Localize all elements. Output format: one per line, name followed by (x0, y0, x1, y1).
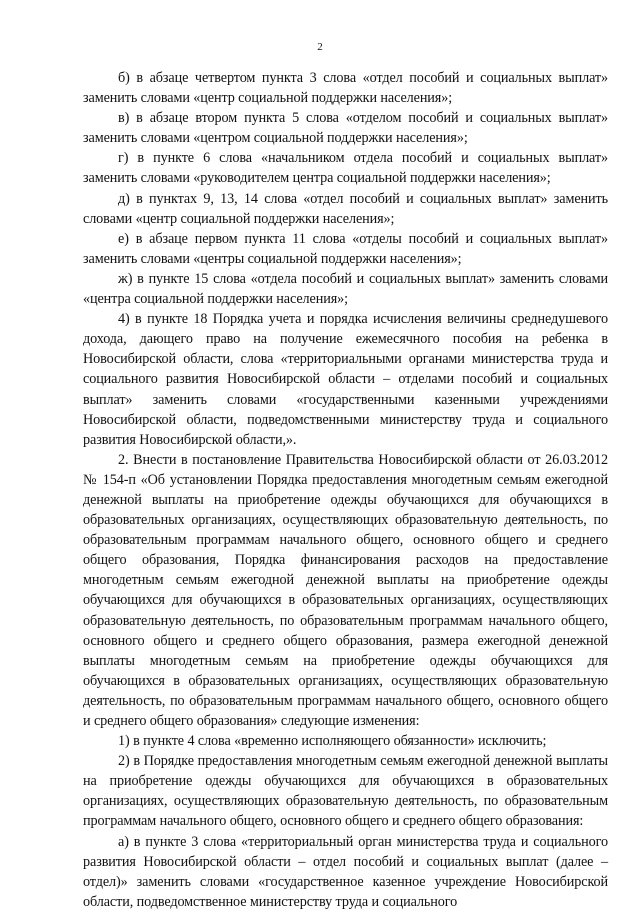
paragraph-amendment-b: б) в абзаце четвертом пункта 3 слова «отдел пособий и социальных выплат» заменить словами «центр социальной поддержки населения»; (83, 70, 608, 107)
paragraph-amendment-zh: ж) в пункте 15 слова «отдела пособий и социальных выплат» заменить словами «центра социальной поддержки населения»; (83, 270, 608, 308)
paragraph-subitem-2: 2) в Порядке предоставления многодетным семьям ежегодной денежной выплаты на приобретение одежды обучающихся для обучающихся в образовательных организациях, осуществляющих образовательную деятельность, по образовательным программам начального общего, основного общего и среднего общего образования: (83, 753, 608, 830)
paragraph-amendment-v: в) в абзаце втором пункта 5 слова «отделом пособий и социальных выплат» заменить словами «центром социальной поддержки населения»; (83, 110, 608, 147)
page-number: 2 (317, 41, 323, 53)
paragraph-amendment-g: г) в пункте 6 слова «начальником отдела пособий и социальных выплат» заменить словами «руководителем центра социальной поддержки населения»; (83, 150, 608, 187)
paragraph-item-4: 4) в пункте 18 Порядка учета и порядка исчисления величины среднедушевого дохода, дающего право на получение ежемесячного пособия на ребенка в Новосибирской области, слова «территориальными органами министерства труда и социального развития Новосибирской области – отделами пособий и социальных выплат» заменить словами «государственными казенными учреждениями Новосибирской области, подведомственными министерству труда и социального развития Новосибирской области,». (83, 311, 608, 448)
document-body (83, 68, 608, 912)
paragraph-amendment-d: д) в пунктах 9, 13, 14 слова «отдел пособий и социальных выплат» заменить словами «центр социальной поддержки населения»; (83, 190, 608, 227)
paragraph-subitem-a: а) в пункте 3 слова «территориальный орган министерства труда и социального развития Новосибирской области – отдел пособий и социальных выплат (далее – отдел)» заменить словами «государственное казенное учреждение Новосибирской области, подведомственное министерству труда и социального (83, 833, 608, 910)
paragraph-subitem-1: 1) в пункте 4 слова «временно исполняющего обязанности» исключить; (118, 733, 547, 750)
paragraph-amendment-e: е) в абзаце первом пункта 11 слова «отделы пособий и социальных выплат» заменить словами «центры социальной поддержки населения»; (83, 230, 608, 267)
paragraph-section-2: 2. Внести в постановление Правительства Новосибирской области от 26.03.2012 № 154-п «Об установлении Порядка предоставления многодетным семьям ежегодной денежной выплаты на приобретение одежды обучающихся для обучающихся в образовательных организациях, осуществляющих образовательную деятельность, по образовательным программам начального общего, основного общего и среднего общего образования, Порядка финансирования расходов на предоставление многодетным семьям ежегодной денежной выплаты на приобретение одежды обучающихся для обучающихся в образовательных организациях, осуществляющих образовательную деятельность, по образовательным программам начального общего, основного общего и среднего общего образования, размера ежегодной денежной выплаты многодетным семьям на приобретение одежды обучающихся для обучающихся в образовательных организациях, осуществляющих образовательную деятельность, по образовательным программам начального общего, основного общего и среднего общего образования» следующие изменения: (83, 451, 608, 729)
